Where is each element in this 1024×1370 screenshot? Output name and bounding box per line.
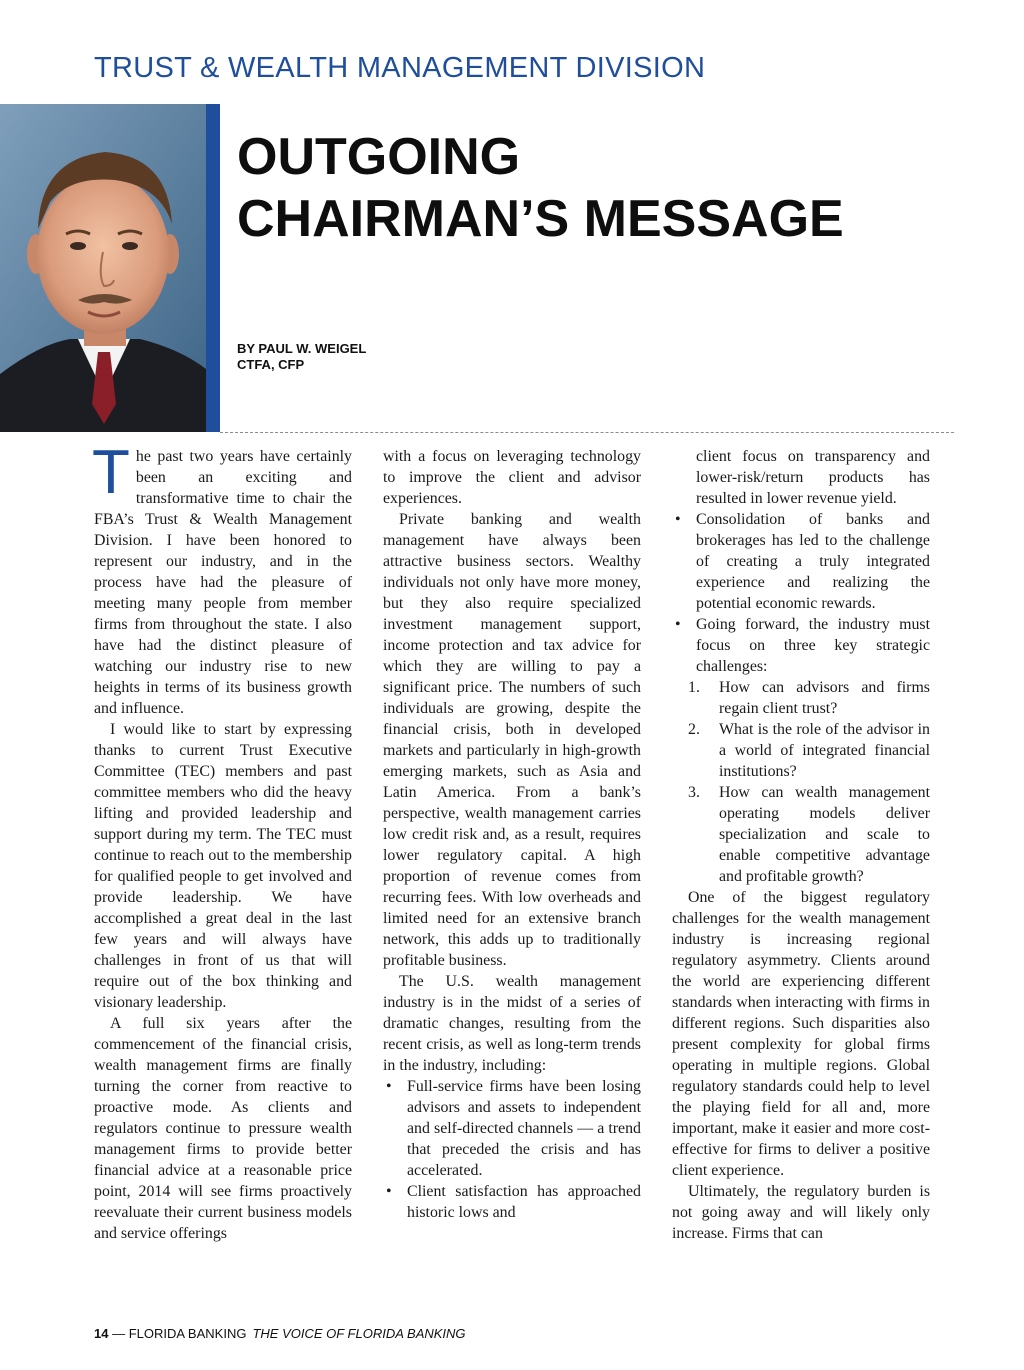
byline-author: BY PAUL W. WEIGEL (237, 341, 367, 356)
list-item-text: What is the role of the advisor in a world of integrated financial institutions? (719, 721, 930, 780)
portrait-photo-icon (0, 104, 206, 432)
list-item-text: Going forward, the industry must focus on three key strategic challenges: (696, 616, 930, 675)
list-item-text: Full-service firms have been losing advisors and assets to independent and self-directed channels — a trend that preceded the crisis and has accelerated. (407, 1078, 641, 1179)
title-line-2: CHAIRMAN’S MESSAGE (237, 190, 844, 248)
page-footer (94, 1326, 466, 1341)
drop-cap: T (92, 438, 130, 507)
bullet-icon: • (675, 616, 681, 633)
dashed-divider (220, 432, 954, 433)
list-item-text: How can wealth management operating models deliver specialization and scale to enable competitive advantage and profitable growth? (719, 784, 930, 885)
numbered-list (672, 677, 930, 887)
publication-name: — FLORIDA BANKING (108, 1326, 247, 1341)
list-item-text: Client satisfaction has approached historic lows and (407, 1183, 641, 1221)
bullet-icon: • (675, 511, 681, 528)
paragraph: The U.S. wealth management industry is in the midst of a series of dramatic changes, resulting from the recent crisis, as well as long-term trends in the industry, including: (383, 973, 641, 1074)
publication-tagline: THE VOICE OF FLORIDA BANKING (252, 1326, 466, 1341)
byline-credentials: CTFA, CFP (237, 357, 305, 372)
article-title (237, 126, 844, 250)
bullet-list (383, 1076, 641, 1223)
paragraph: A full six years after the commencement of the financial crisis, wealth management firms are finally turning the corner from reactive to proactive mode. As clients and regulators continue to pressure wealth management firms to provide better financial advice at a reasonable price point, 2014 will see firms proactively reevaluate their current business models and service offerings (94, 1015, 352, 1242)
list-item-text: client focus on transparency and lower-risk/return products has resulted in lower revenue yield. (696, 448, 930, 507)
title-line-1: OUTGOING (237, 128, 521, 186)
column-1 (92, 438, 352, 1244)
paragraph: I would like to start by expressing thanks to current Trust Executive Committee (TEC) members and past committee members who did the heavy lifting and provided leadership and support during my term. The TEC must continue to reach out to the membership for qualified people to get involved and provide leadership. We have accomplished a great deal in the last few years and will always have challenges in front of us that will require out of the box thinking and visionary leadership. (94, 721, 352, 1011)
list-item (672, 614, 930, 677)
list-item-text: How can advisors and firms regain client trust? (719, 679, 930, 717)
author-photo (0, 104, 206, 432)
list-number: 2. (688, 721, 700, 738)
list-item (383, 1076, 641, 1181)
paragraph: Private banking and wealth management have always been attractive business sectors. Wealthy individuals not only have more money, but they also require specialized investment management support, income protection and tax advice for which they are willing to pay a significant price. The numbers of such individuals are growing, despite the financial crisis, both in developed markets and particularly in high-growth emerging markets, such as Asia and Latin America. From a bank’s perspective, wealth management carries low credit risk and, as a result, requires lower regulatory capital. A high proportion of revenue comes from recurring fees. With low overheads and limited need for an extensive branch network, this adds up to traditionally profitable business. (383, 511, 641, 969)
list-item (672, 719, 930, 782)
list-item (672, 782, 930, 887)
bullet-icon: • (386, 1078, 392, 1095)
paragraph: with a focus on leveraging technology to improve the client and advisor experiences. (383, 448, 641, 507)
column-3 (672, 446, 930, 1244)
paragraph: One of the biggest regulatory challenges for the wealth management industry is increasing regional regulatory asymmetry. Clients around the world are experiencing different standards when interacting with firms in different regions. Such disparities also present complexity for global firms operating in multiple regions. Global regulatory standards could help to level the playing field for all and, more important, make it easier and more cost-effective for firms to deliver a positive client experience. (672, 889, 930, 1179)
paragraph: Ultimately, the regulatory burden is not going away and will likely only increase. Firms that can (672, 1183, 930, 1242)
list-number: 1. (688, 679, 700, 696)
list-number: 3. (688, 784, 700, 801)
page-number: 14 (94, 1326, 109, 1341)
section-header: TRUST & WEALTH MANAGEMENT DIVISION (94, 52, 706, 84)
list-item (672, 446, 930, 509)
byline (237, 341, 366, 373)
list-item-text: Consolidation of banks and brokerages has led to the challenge of creating a truly integrated experience and realizing the potential economic rewards. (696, 511, 930, 612)
list-item (672, 677, 930, 719)
list-item (383, 1181, 641, 1223)
list-item (672, 509, 930, 614)
bullet-icon: • (386, 1183, 392, 1200)
photo-accent-bar (206, 104, 220, 432)
paragraph (92, 438, 352, 719)
column-2 (383, 446, 641, 1223)
bullet-list (672, 446, 930, 677)
paragraph-text: he past two years have certainly been an exciting and transformative time to chair the FBA’s Trust & Wealth Management Division. I have been honored to represent our industry, and in the process have had the pleasure of meeting many people from member firms from throughout the state. I also have had the distinct pleasure of watching our industry rise to new heights in terms of its business growth and influence. (94, 448, 352, 717)
